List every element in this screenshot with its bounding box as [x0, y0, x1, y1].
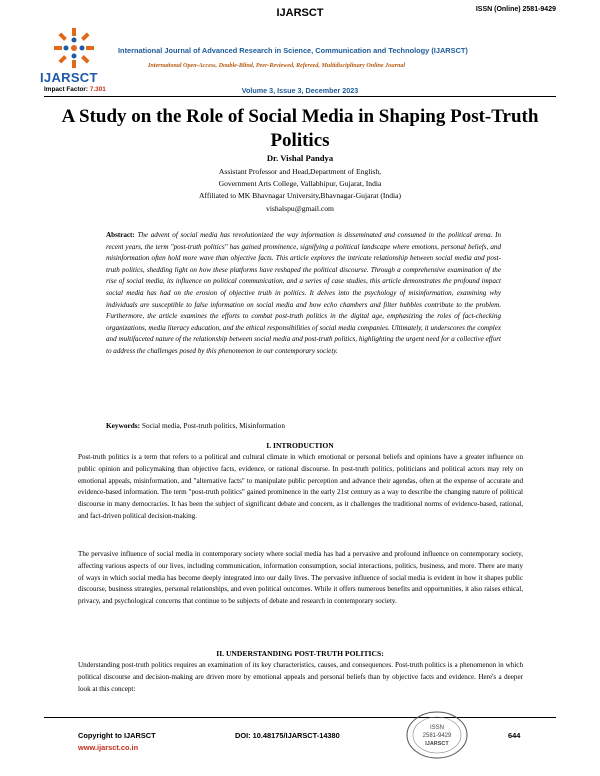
abstract: [106, 230, 501, 358]
volume-issue: Volume 3, Issue 3, December 2023: [241, 86, 359, 95]
running-title: IJARSCT: [276, 7, 324, 19]
keywords: [106, 421, 285, 430]
doi: DOI: 10.48175/IJARSCT-14380: [235, 731, 340, 740]
keywords-label: Keywords:: [106, 421, 141, 430]
affiliation-line: Assistant Professor and Head,Department of English,: [218, 167, 382, 176]
header-divider: [44, 96, 556, 97]
affiliation-line: Government Arts College, Vallabhipur, Gujarat, India: [218, 179, 382, 189]
paragraph: The pervasive influence of social media in contemporary society where social media has had a pervasive and profound influence on contemporary society, affecting various aspects of our lives, including communication, information consumption, social interactions, politics, business, and more. There are many of ways in which social media has become deeply integrated into our daily lives. The pervasive influence of social media is evident in how it shapes public discourse, business strategies, personal relationships, and even political outcomes. While it offers numerous benefits and opportunities, it also raises ethical, privacy, and psychological concerns that continue to be subjects of debate and research in contemporary society.: [78, 550, 523, 605]
abstract-text: The advent of social media has revolutionized the way information is disseminated and consumed in the political arena. In recent years, the term "post-truth politics" has gained prominence, signifying a political landscape where emotions, personal beliefs, and misinformation often hold more wave than objective facts. This article explores the intricate relationship between social media and post-truth politics, shedding light on how these platforms have reshaped the political discourse. Through a comprehensive examination of the rise of social media, its influence on political communication, and a series of case studies, this article demonstrates the profound impact social media has had on the erosion of objective truth in politics. It delves into the psychology of misinformation, examining why individuals are susceptible to false information on social media and how echo chambers and filter bubbles contribute to the problem. Furthermore, the article examines the efforts to combat post-truth politics in the digital age, emphasizing the roles of fact-checking organizations, media literacy education, and the ethical responsibilities of social media companies. Ultimately, it underscores the complex and multifaceted nature of the relationship between social media and post-truth politics, highlighting the urgent need for a collective effort to address the challenges posed by this phenomenon in our contemporary society.: [106, 231, 501, 355]
impact-label: Impact Factor:: [44, 86, 89, 93]
section-heading-introduction: I. INTRODUCTION: [266, 441, 334, 450]
author-name: Dr. Vishal Pandya: [266, 153, 334, 163]
article-title: A Study on the Role of Social Media in Shaping Post-Truth Politics: [61, 106, 539, 151]
journal-name: International Journal of Advanced Research in Science, Communication and Technology (IJARSCT): [118, 46, 468, 55]
seal-text: IJARSCT: [425, 741, 449, 747]
author-affiliation: [0, 166, 600, 215]
impact-value: 7.301: [89, 86, 106, 93]
copyright: Copyright to IJARSCT: [78, 731, 156, 740]
logo-text: IJARSCT: [40, 70, 98, 85]
footer-divider: [44, 717, 556, 718]
section-heading-post-truth: II. UNDERSTANDING POST-TRUTH POLITICS:: [216, 649, 384, 658]
abstract-label: Abstract:: [106, 231, 135, 239]
issn: ISSN (Online) 2581-9429: [475, 6, 556, 13]
seal-text: ISSN: [429, 725, 445, 731]
author-email: vishalspu@gmail.com: [266, 203, 334, 213]
seal-text: 2581-9429: [422, 733, 452, 739]
journal-url: www.ijarsct.co.in: [78, 743, 139, 752]
page-number: 644: [508, 731, 521, 740]
journal-subtitle: International Open-Access, Double-Blind, Peer-Reviewed, Refereed, Multidisciplinary Online Journal: [148, 63, 406, 69]
journal-seal-icon: [404, 710, 470, 760]
affiliation-line: Affiliated to MK Bhavnagar University,Bhavnagar-Gujarat (India): [198, 191, 402, 201]
paragraph: Post-truth politics is a term that refers to a political and cultural climate in which emotional or personal beliefs and opinions have a greater influence on public opinion and policymaking than objective facts, evidence, or rational discourse. In post-truth politics, politicians and political actors may rely on emotional appeals, misinformation, and "alternative facts" to manipulate public perception and advance their agendas, often at the expense of accurate and evidence-based information. The term "post-truth politics" gained prominence in the early 21st century as a way to describe the changing nature of political discourse in many democracies. It has been the subject of significant debate and concern, as it challenges the traditional norms of evidence-based, rational, and fact-driven political decision-making.: [78, 453, 523, 520]
keywords-text: Social media, Post-truth politics, Misinformation: [141, 421, 285, 430]
paragraph: Understanding post-truth politics requires an examination of its key characteristics, causes, and consequences. Post-truth politics is a phenomenon in which political discourse and decision-making are driven more by emotional appeals and personal beliefs than by objective facts and evidence. Here's a deeper look at this concept:: [78, 661, 523, 693]
